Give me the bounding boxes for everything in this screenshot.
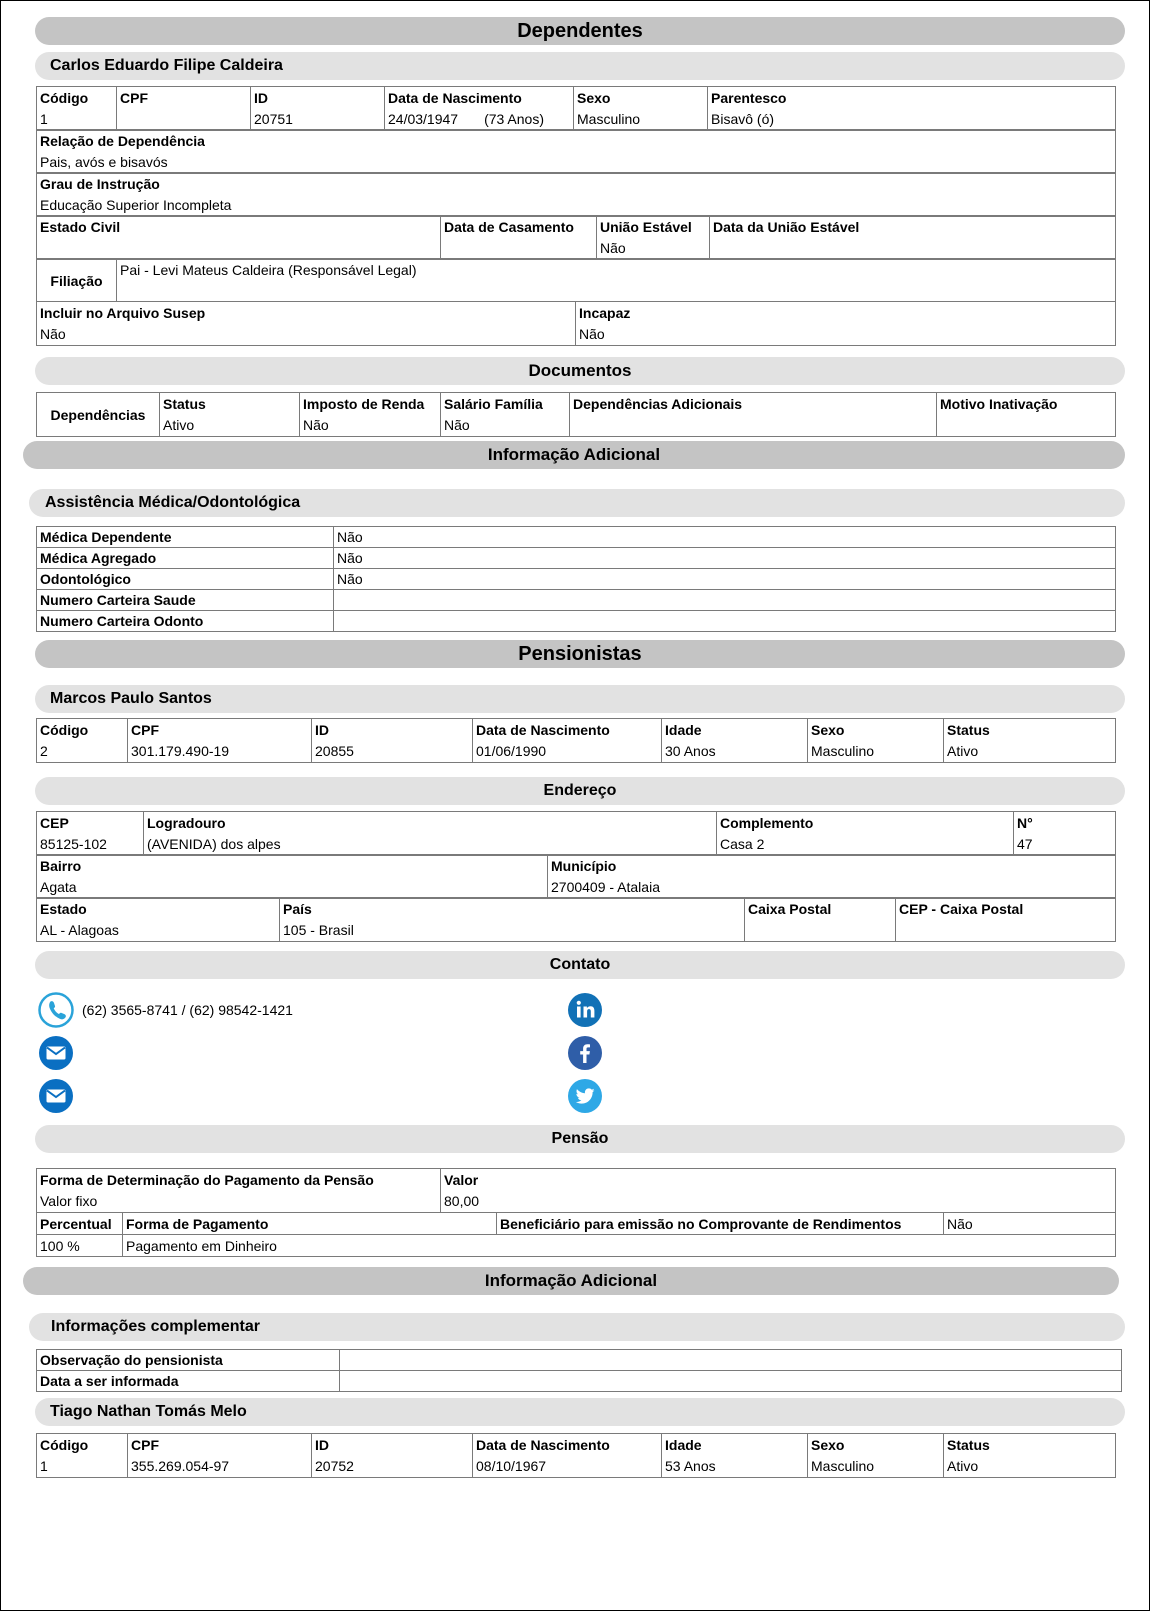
cep-caixa-cell bbox=[896, 898, 1116, 942]
id-label: ID bbox=[315, 1437, 329, 1453]
table-row bbox=[37, 569, 1116, 590]
parentesco-value: Bisavô (ó) bbox=[711, 111, 775, 127]
cpf-value: 355.269.054-97 bbox=[131, 1458, 230, 1474]
idade-value: 53 Anos bbox=[665, 1458, 716, 1474]
pensionista-name-bar: Tiago Nathan Tomás Melo bbox=[35, 1398, 1125, 1426]
id-label: ID bbox=[254, 90, 268, 106]
relacao-value: Pais, avós e bisavós bbox=[40, 154, 168, 170]
id-label: ID bbox=[315, 722, 329, 738]
ir-label: Imposto de Renda bbox=[303, 396, 425, 412]
estado-cell bbox=[37, 898, 280, 942]
salario-value: Não bbox=[444, 417, 470, 433]
status-label: Status bbox=[947, 722, 990, 738]
codigo-label: Código bbox=[40, 722, 89, 738]
forma-pagamento-label: Forma de Pagamento bbox=[123, 1213, 497, 1235]
row-label: Observação do pensionista bbox=[37, 1350, 340, 1371]
estado-civil-table bbox=[36, 215, 1116, 260]
logradouro-cell bbox=[144, 812, 717, 856]
cpf-label: CPF bbox=[131, 722, 159, 738]
relacao-table bbox=[36, 129, 1116, 174]
estado-civil-cell bbox=[37, 216, 441, 260]
id-cell bbox=[251, 87, 385, 131]
row-value bbox=[340, 1350, 1122, 1371]
adicionais-value bbox=[573, 415, 933, 436]
uniao-cell bbox=[597, 216, 710, 260]
relacao-label: Relação de Dependência bbox=[40, 133, 205, 149]
row-label: Numero Carteira Odonto bbox=[37, 611, 334, 632]
id-cell bbox=[312, 1434, 473, 1478]
table-row bbox=[37, 611, 1116, 632]
nascimento-label: Data de Nascimento bbox=[388, 90, 522, 106]
status-cell bbox=[944, 719, 1116, 763]
ir-cell bbox=[300, 393, 441, 437]
grau-table bbox=[36, 172, 1116, 217]
assistencia-table bbox=[36, 526, 1116, 632]
uniao-value: Não bbox=[600, 240, 626, 256]
incapaz-value: Não bbox=[579, 326, 605, 342]
status-value: Ativo bbox=[947, 1458, 979, 1474]
susep-cell bbox=[37, 302, 576, 346]
relacao-cell bbox=[37, 130, 1116, 174]
section-header-info-adicional: Informação Adicional bbox=[23, 441, 1125, 469]
endereco-row-1 bbox=[36, 811, 1116, 856]
motivo-value bbox=[940, 415, 1112, 436]
section-header-pensionistas: Pensionistas bbox=[35, 640, 1125, 668]
nascimento-value: 24/03/1947 bbox=[388, 111, 459, 127]
sexo-label: Sexo bbox=[577, 90, 611, 106]
status-cell bbox=[160, 393, 300, 437]
estado-civil-label: Estado Civil bbox=[40, 219, 121, 235]
cep-cell bbox=[37, 812, 144, 856]
documentos-table bbox=[36, 392, 1116, 437]
data-casamento-value bbox=[444, 238, 593, 259]
beneficiario-value: Não bbox=[944, 1213, 1116, 1235]
subsection-assistencia: Assistência Médica/Odontológica bbox=[29, 489, 1125, 517]
data-casamento-cell bbox=[441, 216, 597, 260]
adicionais-label: Dependências Adicionais bbox=[573, 396, 743, 412]
parentesco-label: Parentesco bbox=[711, 90, 787, 106]
data-casamento-label: Data de Casamento bbox=[444, 219, 574, 235]
dependencias-label: Dependências bbox=[37, 393, 160, 437]
susep-label: Incluir no Arquivo Susep bbox=[40, 305, 206, 321]
motivo-label: Motivo Inativação bbox=[940, 396, 1058, 412]
endereco-row-2 bbox=[36, 854, 1116, 899]
email-icon[interactable] bbox=[38, 1035, 74, 1071]
salario-label: Salário Família bbox=[444, 396, 543, 412]
table-row bbox=[37, 527, 1116, 548]
parentesco-cell bbox=[708, 87, 1116, 131]
complemento-value: Casa 2 bbox=[720, 836, 765, 852]
sexo-value: Masculino bbox=[811, 1458, 875, 1474]
pais-label: País bbox=[283, 901, 312, 917]
informacoes-complementar-table bbox=[36, 1349, 1122, 1392]
section-header-documentos: Documentos bbox=[35, 357, 1125, 385]
nascimento-label: Data de Nascimento bbox=[476, 1437, 610, 1453]
twitter-icon[interactable] bbox=[567, 1078, 603, 1114]
percentual-label: Percentual bbox=[37, 1213, 123, 1235]
id-value: 20751 bbox=[254, 111, 293, 127]
numero-label: N° bbox=[1017, 815, 1033, 831]
person-name-bar: Carlos Eduardo Filipe Caldeira bbox=[35, 52, 1125, 80]
nascimento-value: 08/10/1967 bbox=[476, 1458, 547, 1474]
dependente-identification-table bbox=[36, 86, 1116, 131]
forma-determinacao-value: Valor fixo bbox=[40, 1193, 98, 1209]
table-row bbox=[37, 548, 1116, 569]
idade-value: (73 Anos) bbox=[484, 111, 545, 127]
codigo-label: Código bbox=[40, 1437, 89, 1453]
sexo-label: Sexo bbox=[811, 722, 845, 738]
row-value: Não bbox=[334, 548, 1116, 569]
forma-determinacao-cell bbox=[37, 1169, 441, 1213]
municipio-value: 2700409 - Atalaia bbox=[551, 879, 660, 895]
municipio-cell bbox=[548, 855, 1116, 899]
complemento-label: Complemento bbox=[720, 815, 814, 831]
id-value: 20855 bbox=[315, 743, 354, 759]
pensionista-name-bar: Marcos Paulo Santos bbox=[35, 685, 1125, 713]
facebook-icon[interactable] bbox=[567, 1035, 603, 1071]
grau-value: Educação Superior Incompleta bbox=[40, 197, 232, 213]
cep-caixa-value bbox=[899, 920, 1112, 941]
logradouro-value: (AVENIDA) dos alpes bbox=[147, 836, 281, 852]
table-row bbox=[37, 590, 1116, 611]
uniao-label: União Estável bbox=[600, 219, 692, 235]
forma-determinacao-label: Forma de Determinação do Pagamento da Pensão bbox=[40, 1172, 374, 1188]
incapaz-label: Incapaz bbox=[579, 305, 631, 321]
status-cell bbox=[944, 1434, 1116, 1478]
row-value bbox=[334, 611, 1116, 632]
section-header-contato: Contato bbox=[35, 951, 1125, 979]
incapaz-cell bbox=[576, 302, 1116, 346]
status-label: Status bbox=[947, 1437, 990, 1453]
codigo-value: 2 bbox=[40, 743, 48, 759]
cpf-value bbox=[120, 109, 247, 130]
grau-label: Grau de Instrução bbox=[40, 176, 160, 192]
nascimento-cell bbox=[473, 1434, 662, 1478]
sexo-cell bbox=[574, 87, 708, 131]
bairro-value: Agata bbox=[40, 879, 77, 895]
estado-civil-value bbox=[40, 238, 437, 259]
bairro-cell bbox=[37, 855, 548, 899]
sexo-cell bbox=[808, 1434, 944, 1478]
table-row bbox=[37, 1371, 1122, 1392]
codigo-value: 1 bbox=[40, 1458, 48, 1474]
row-label: Numero Carteira Saude bbox=[37, 590, 334, 611]
estado-label: Estado bbox=[40, 901, 87, 917]
numero-value: 47 bbox=[1017, 836, 1033, 852]
nascimento-value: 01/06/1990 bbox=[476, 743, 547, 759]
row-value bbox=[334, 590, 1116, 611]
susep-value: Não bbox=[40, 326, 66, 342]
subsection-informacoes-complementar: Informações complementar bbox=[29, 1313, 1125, 1341]
nascimento-label: Data de Nascimento bbox=[476, 722, 610, 738]
cpf-cell bbox=[128, 1434, 312, 1478]
pensao-row-2 bbox=[36, 1212, 1116, 1257]
adicionais-cell bbox=[570, 393, 937, 437]
codigo-cell bbox=[37, 1434, 128, 1478]
filiacao-table bbox=[36, 258, 1116, 302]
data-uniao-label: Data da União Estável bbox=[713, 219, 860, 235]
caixa-postal-label: Caixa Postal bbox=[748, 901, 832, 917]
cpf-cell bbox=[117, 87, 251, 131]
motivo-cell bbox=[937, 393, 1116, 437]
susep-table bbox=[36, 301, 1116, 346]
pais-cell bbox=[280, 898, 745, 942]
grau-cell bbox=[37, 173, 1116, 217]
valor-value: 80,00 bbox=[444, 1193, 480, 1209]
endereco-row-3 bbox=[36, 897, 1116, 942]
pensionista-identification-table bbox=[36, 1433, 1116, 1478]
linkedin-icon[interactable] bbox=[567, 992, 603, 1028]
data-uniao-value bbox=[713, 238, 1112, 259]
idade-label: Idade bbox=[665, 722, 702, 738]
row-label: Médica Dependente bbox=[37, 527, 334, 548]
codigo-label: Código bbox=[40, 90, 89, 106]
bairro-label: Bairro bbox=[40, 858, 82, 874]
cep-label: CEP bbox=[40, 815, 69, 831]
codigo-cell bbox=[37, 87, 117, 131]
caixa-postal-cell bbox=[745, 898, 896, 942]
beneficiario-label: Beneficiário para emissão no Comprovante de Rendimentos bbox=[497, 1213, 944, 1235]
sexo-cell bbox=[808, 719, 944, 763]
idade-cell bbox=[662, 719, 808, 763]
section-header-endereco: Endereço bbox=[35, 777, 1125, 805]
nascimento-cell bbox=[473, 719, 662, 763]
data-uniao-cell bbox=[710, 216, 1116, 260]
sexo-label: Sexo bbox=[811, 1437, 845, 1453]
valor-cell bbox=[441, 1169, 1116, 1213]
idade-value: 30 Anos bbox=[665, 743, 716, 759]
forma-pagamento-value: Pagamento em Dinheiro bbox=[123, 1235, 1116, 1257]
sexo-value: Masculino bbox=[577, 111, 641, 127]
pensao-row-1 bbox=[36, 1168, 1116, 1213]
phone-text: (62) 3565-8741 / (62) 98542-1421 bbox=[82, 1002, 293, 1018]
estado-value: AL - Alagoas bbox=[40, 922, 119, 938]
logradouro-label: Logradouro bbox=[147, 815, 226, 831]
section-header-dependentes: Dependentes bbox=[35, 17, 1125, 45]
row-value: Não bbox=[334, 527, 1116, 548]
row-value: Não bbox=[334, 569, 1116, 590]
phone-icon bbox=[38, 992, 74, 1028]
numero-cell bbox=[1014, 812, 1116, 856]
row-label: Odontológico bbox=[37, 569, 334, 590]
cpf-cell bbox=[128, 719, 312, 763]
status-label: Status bbox=[163, 396, 206, 412]
section-header-info-adicional: Informação Adicional bbox=[23, 1267, 1119, 1295]
email-icon[interactable] bbox=[38, 1078, 74, 1114]
id-value: 20752 bbox=[315, 1458, 354, 1474]
municipio-label: Município bbox=[551, 858, 617, 874]
idade-cell bbox=[662, 1434, 808, 1478]
codigo-cell bbox=[37, 719, 128, 763]
valor-label: Valor bbox=[444, 1172, 479, 1188]
ir-value: Não bbox=[303, 417, 329, 433]
table-row bbox=[37, 1350, 1122, 1371]
caixa-postal-value bbox=[748, 920, 892, 941]
id-cell bbox=[312, 719, 473, 763]
row-label: Data a ser informada bbox=[37, 1371, 340, 1392]
complemento-cell bbox=[717, 812, 1014, 856]
cep-caixa-label: CEP - Caixa Postal bbox=[899, 901, 1024, 917]
pensionista-identification-table bbox=[36, 718, 1116, 763]
status-value: Ativo bbox=[163, 417, 195, 433]
salario-cell bbox=[441, 393, 570, 437]
codigo-value: 1 bbox=[40, 111, 48, 127]
cep-value: 85125-102 bbox=[40, 836, 107, 852]
cpf-value: 301.179.490-19 bbox=[131, 743, 230, 759]
row-label: Médica Agregado bbox=[37, 548, 334, 569]
percentual-value: 100 % bbox=[37, 1235, 123, 1257]
pais-value: 105 - Brasil bbox=[283, 922, 354, 938]
filiacao-value: Pai - Levi Mateus Caldeira (Responsável Legal) bbox=[117, 259, 1116, 302]
nascimento-cell bbox=[385, 87, 574, 131]
cpf-label: CPF bbox=[131, 1437, 159, 1453]
section-header-pensao: Pensão bbox=[35, 1125, 1125, 1153]
sexo-value: Masculino bbox=[811, 743, 875, 759]
cpf-label: CPF bbox=[120, 90, 148, 106]
status-value: Ativo bbox=[947, 743, 979, 759]
idade-label: Idade bbox=[665, 1437, 702, 1453]
row-value bbox=[340, 1371, 1122, 1392]
filiacao-label: Filiação bbox=[37, 259, 117, 302]
